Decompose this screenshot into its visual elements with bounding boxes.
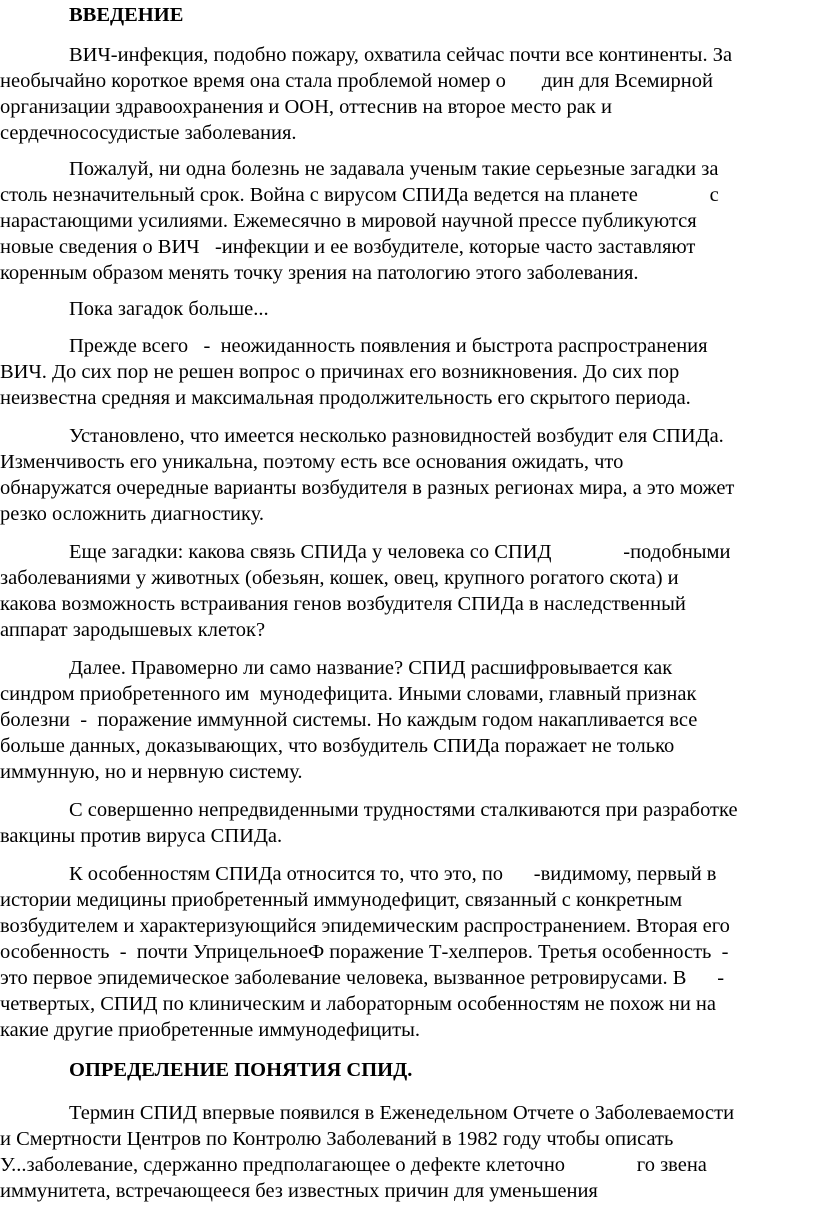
text-line: аппарат зародышевых клеток? [0,619,266,641]
text-line: К особенностям СПИДа относится то, что это, по -видимому, первый в [69,863,717,885]
text-line: обнаружатся очередные варианты возбудителя в разных регионах мира, а это может [0,477,735,499]
text-line: Пожалуй, ни одна болезнь не задавала ученым такие серьезные загадки за [69,158,719,180]
text-line: Термин СПИД впервые появился в Еженедельном Отчете о Заболеваемости [69,1102,735,1124]
text-line: Установлено, что имеется несколько разновидностей возбудит еля СПИДа. [69,425,724,447]
text-line: Еще загадки: какова связь СПИДа у человека со СПИД -подобными [69,541,731,563]
text-line: какова возможность встраивания генов возбудителя СПИДа в наследственный [0,593,686,615]
text-line: Пока загадок больше... [69,298,269,320]
text-line: необычайно короткое время она стала проблемой номер о дин для Всемирной [0,70,713,92]
text-line: нарастающими усилиями. Ежемесячно в мировой научной прессе публикуются [0,210,697,232]
text-line: Далее. Правомерно ли само название? СПИД расшифровывается как [69,657,673,679]
text-line: С совершенно непредвиденными трудностями сталкиваются при разработке [69,799,738,821]
text-line: неизвестна средняя и максимальная продолжительность его скрытого периода. [0,387,691,409]
text-line: коренным образом менять точку зрения на патологию этого заболевания. [0,262,639,284]
section-heading-introduction: ВВЕДЕНИЕ [69,4,184,26]
text-line: организации здравоохранения и ООН, оттеснив на второе место рак и [0,96,612,118]
text-line: и Смертности Центров по Контролю Заболеваний в 1982 году чтобы описать [0,1128,674,1150]
text-line: Прежде всего - неожиданность появления и быстрота распространения [69,335,708,357]
text-line: иммунитета, встречающееся без известных причин для уменьшения [0,1180,598,1202]
text-line: иммунную, но и нервную систему. [0,761,303,783]
text-line: возбудителем и характеризующийся эпидемическим распространением. Вторая его [0,915,730,937]
text-line: Изменчивость его уникальна, поэтому есть все основания ожидать, что [0,451,624,473]
text-line: вакцины против вируса СПИДа. [0,825,283,847]
text-line: истории медицины приобретенный иммунодефицит, связанный с конкретным [0,889,683,911]
text-line: какие другие приобретенные иммунодефициты. [0,1019,421,1041]
text-line: больше данных, доказывающих, что возбудитель СПИДа поражает не только [0,735,675,757]
text-line: особенность - почти УприцельноеФ поражение Т-хелперов. Третья особенность - [0,941,729,963]
text-line: ВИЧ-инфекция, подобно пожару, охватила сейчас почти все континенты. За [69,44,733,66]
text-line: четвертых, СПИД по клиническим и лабораторным особенностям не похож ни на [0,993,716,1015]
text-line: заболеваниями у животных (обезьян, кошек, овец, крупного рогатого скота) и [0,567,679,589]
text-line: У...заболевание, сдержанно предполагающее о дефекте клеточно го звена [0,1154,707,1176]
text-line: столь незначительный срок. Война с вирусом СПИДа ведется на планете с [0,184,719,206]
section-heading-definition: ОПРЕДЕЛЕНИЕ ПОНЯТИЯ СПИД. [69,1059,413,1081]
text-line: новые сведения о ВИЧ -инфекции и ее возбудителе, которые часто заставляют [0,236,696,258]
text-line: болезни - поражение иммунной системы. Но каждым годом накапливается все [0,709,698,731]
text-line: сердечнососудистые заболевания. [0,122,297,144]
text-line: ВИЧ. До сих пор не решен вопрос о причинах его возникновения. До сих пор [0,361,680,383]
text-line: резко осложнить диагностику. [0,503,265,525]
text-line: это первое эпидемическое заболевание человека, вызванное ретровирусами. В - [0,967,725,989]
text-line: синдром приобретенного им мунодефицита. Иными словами, главный признак [0,683,697,705]
